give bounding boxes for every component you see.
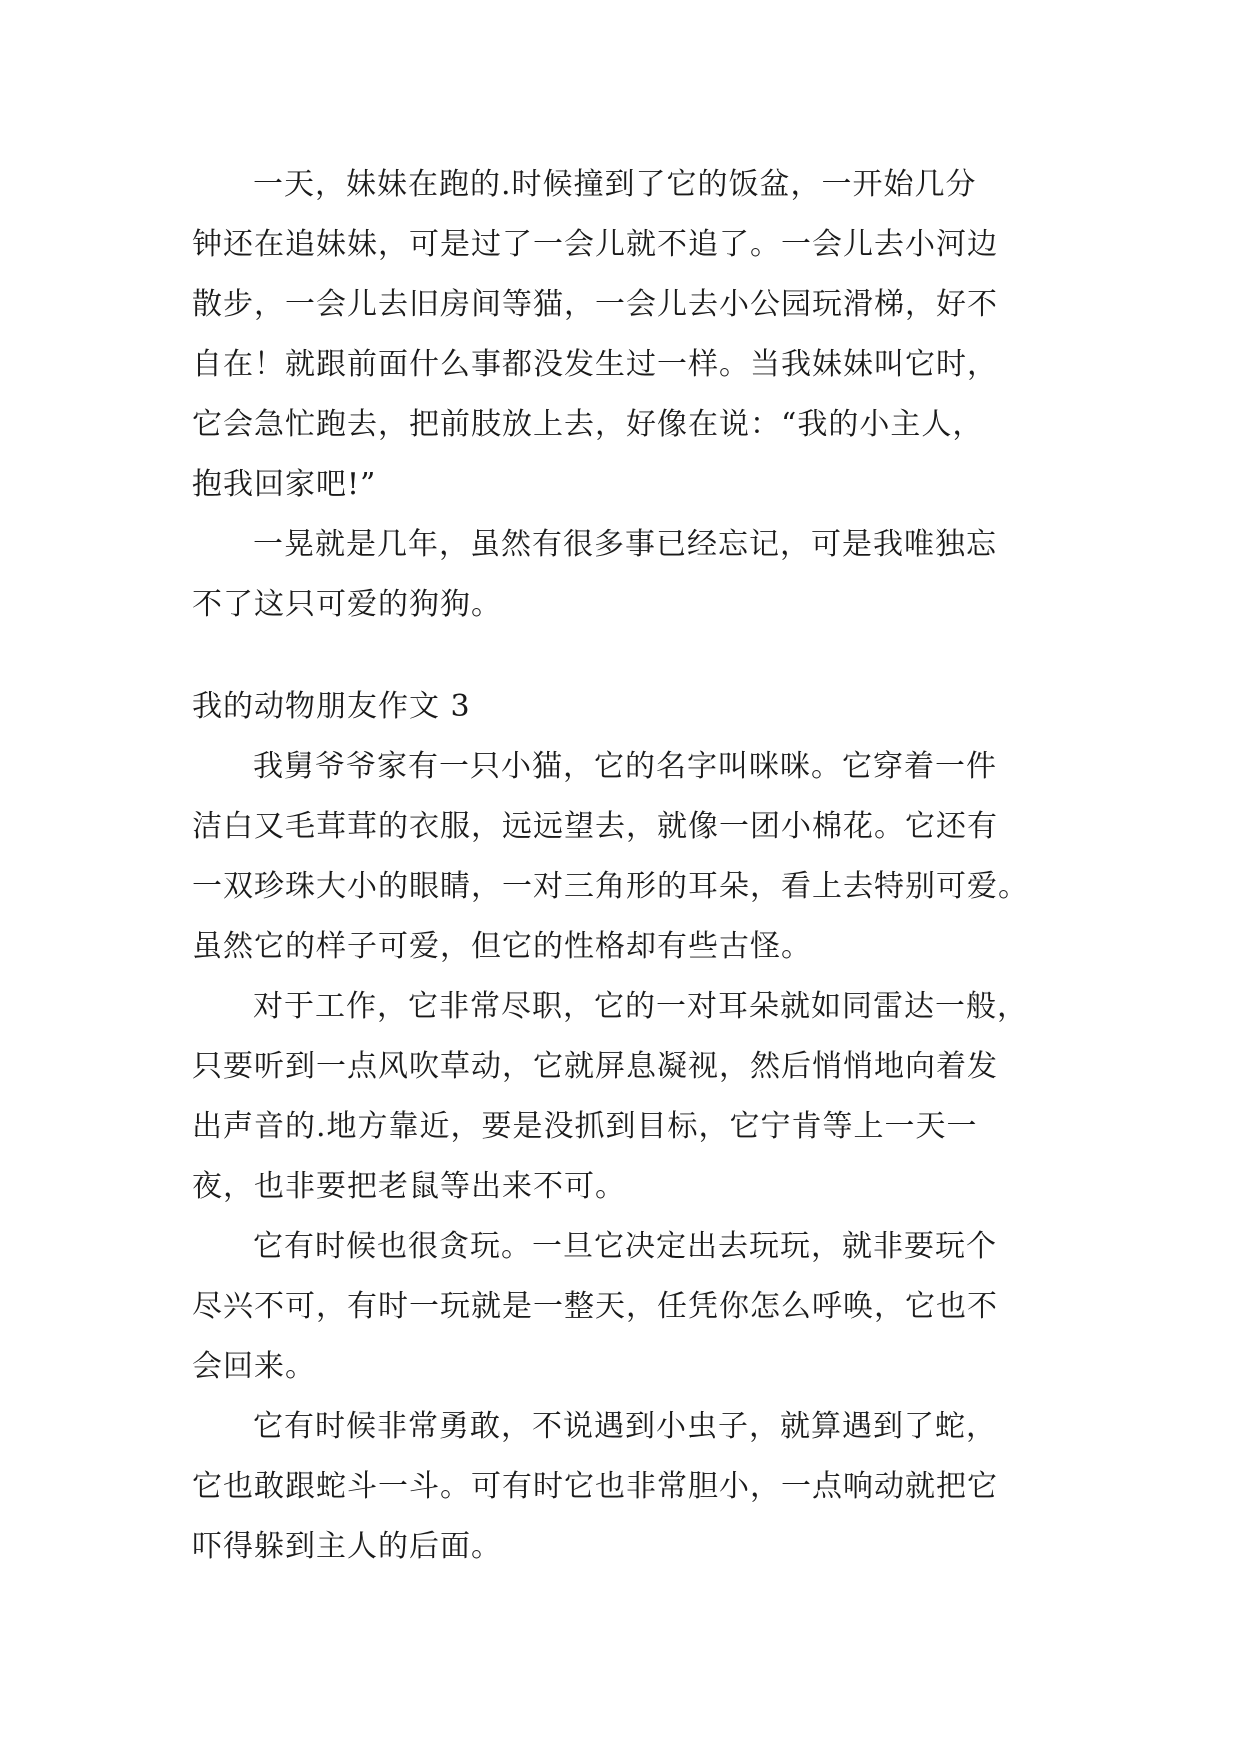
paragraph-4-line-1: 对于工作，它非常尽职，它的一对耳朵就如同雷达一般， <box>253 989 1028 1024</box>
paragraph-1-line-6: 抱我回家吧!” <box>192 467 377 502</box>
paragraph-2-line-1: 一晃就是几年，虽然有很多事已经忘记，可是我唯独忘 <box>253 527 997 562</box>
paragraph-6-line-3: 吓得躲到主人的后面。 <box>192 1529 502 1564</box>
paragraph-3-line-3: 一双珍珠大小的眼睛，一对三角形的耳朵，看上去特别可爱。 <box>192 869 1029 904</box>
paragraph-4-line-2: 只要听到一点风吹草动，它就屏息凝视，然后悄悄地向着发 <box>192 1049 998 1084</box>
paragraph-2-line-2: 不了这只可爱的狗狗。 <box>192 587 502 622</box>
paragraph-1-line-5: 它会急忙跑去，把前肢放上去，好像在说：“我的小主人， <box>192 407 984 442</box>
paragraph-1-line-4: 自在！就跟前面什么事都没发生过一样。当我妹妹叫它时， <box>192 347 998 382</box>
section-title: 我的动物朋友作文 3 <box>192 689 471 724</box>
paragraph-4-line-4: 夜，也非要把老鼠等出来不可。 <box>192 1169 626 1204</box>
paragraph-6-line-2: 它也敢跟蛇斗一斗。可有时它也非常胆小，一点响动就把它 <box>192 1469 998 1504</box>
paragraph-3-line-4: 虽然它的样子可爱，但它的性格却有些古怪。 <box>192 929 812 964</box>
paragraph-3-line-1: 我舅爷爷家有一只小猫，它的名字叫咪咪。它穿着一件 <box>253 749 997 784</box>
paragraph-5-line-1: 它有时候也很贪玩。一旦它决定出去玩玩，就非要玩个 <box>253 1229 997 1264</box>
paragraph-1-line-2: 钟还在追妹妹，可是过了一会儿就不追了。一会儿去小河边 <box>192 227 998 262</box>
paragraph-6-line-1: 它有时候非常勇敢，不说遇到小虫子，就算遇到了蛇， <box>253 1409 997 1444</box>
paragraph-1-line-3: 散步，一会儿去旧房间等猫，一会儿去小公园玩滑梯，好不 <box>192 287 998 322</box>
paragraph-3-line-2: 洁白又毛茸茸的衣服，远远望去，就像一团小棉花。它还有 <box>192 809 998 844</box>
paragraph-5-line-3: 会回来。 <box>192 1349 316 1384</box>
paragraph-5-line-2: 尽兴不可，有时一玩就是一整天，任凭你怎么呼唤，它也不 <box>192 1289 998 1324</box>
paragraph-1-line-1: 一天，妹妹在跑的.时候撞到了它的饭盆，一开始几分 <box>253 167 977 202</box>
paragraph-4-line-3: 出声音的.地方靠近，要是没抓到目标，它宁肯等上一天一 <box>192 1109 978 1144</box>
